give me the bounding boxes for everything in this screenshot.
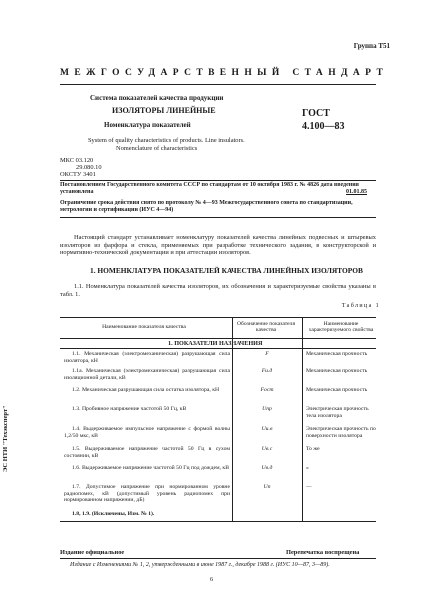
- standard-banner: МЕЖГОСУДАРСТВЕННЫЙ СТАНДАРТ: [60, 68, 389, 78]
- restriction-line2: метрологии и сертификации (ИУС 4—94): [60, 207, 174, 213]
- product-title: ИЗОЛЯТОРЫ ЛИНЕЙНЫЕ: [112, 106, 216, 115]
- table-row: 1.7. Допустимое напряжение при нормированном уровне радиопомех, кВ (допустимый уровень радиопомех при нормированном напряжении, дБ) Uп —: [64, 484, 312, 504]
- table-row: 1.1. Механическая (электромеханическая) разрушающая сила изолятора, кН F Механическая прочность: [64, 351, 368, 364]
- table-row: 1.3. Пробивное напряжение частотой 50 Гц, кВ Uпр Электрическая прочность тела изолятора: [72, 406, 369, 419]
- decree-line1: Постановлением Государственного комитета СССР по стандартам от 10 октября 1983 г. № 4826 дата введения: [60, 182, 359, 188]
- publisher-stamp: ЭС НТИ "Техэксперт": [2, 405, 9, 472]
- mks-code: МКС 03.120: [60, 157, 94, 164]
- gost-label: ГОСТ: [302, 108, 330, 119]
- reprint-forbidden: Перепечатка воспрещена: [286, 549, 360, 556]
- table-1: [60, 317, 376, 522]
- codes-rule: [60, 180, 376, 181]
- table-row: 1.6. Выдерживаемое напряжение частотой 50 Гц под дождем, кВ Uв.д »: [72, 465, 309, 471]
- table-row: 1.1а. Механическая (электромеханическая) разрушающая сила изоляционной детали, кВ Fи.д Механическая прочность: [64, 368, 368, 381]
- gost-number: 4.100—83: [302, 121, 345, 132]
- english-title-line1: System of quality characteristics of products. Line insulators.: [88, 137, 245, 144]
- header-name: Наименование показателя качества: [102, 324, 186, 330]
- header-symbol: Обозначение показателя качества: [236, 321, 296, 334]
- edition-note: Издание с Изменениями № 1, 2, утвержденными в июне 1987 г., декабре 1988 г. (ИУС 10—87, 3—89).: [70, 562, 330, 568]
- table-caption: Таблица 1: [341, 303, 380, 309]
- official-edition: Издание официальное: [60, 549, 125, 556]
- intro-date: 01.01.85: [346, 189, 367, 195]
- system-title: Система показателей качества продукции: [90, 94, 224, 102]
- decree-line2: установлена: [60, 189, 94, 195]
- mks-code-2: 29.080.10: [76, 164, 102, 171]
- section1-heading: 1. НОМЕНКЛАТУРА ПОКАЗАТЕЛЕЙ КАЧЕСТВА ЛИНЕЙНЫХ ИЗОЛЯТОРОВ: [90, 266, 363, 275]
- banner-rule: [60, 84, 376, 85]
- english-title-line2: Nomenclature of characteristics: [116, 145, 198, 152]
- intro-paragraph: Настоящий стандарт устанавливает номенклатуру показателей качества линейных подвесных и штыревых изоляторов из фарфора и стекла, применяемых при разработке технического задания, в конструкторской и нормативно-технической документации и при аттестации изоляторов.: [60, 234, 376, 257]
- nomenclature-subtitle: Номенклатура показателей: [104, 121, 191, 129]
- table-row: 1.4. Выдерживаемое импульсное напряжение с формой волны 1,2/50 мкс, кВ Uи.в Электрическая прочность по поверхности изолятора: [64, 426, 376, 439]
- header-property: Наименование характеризуемого свойства: [308, 321, 374, 334]
- okstu-code: ОКСТУ 3401: [60, 171, 96, 178]
- paragraph-1-1: 1.1. Номенклатура показателей качества изоляторов, их обозначения и характеризуемые свойства указаны в табл. 1.: [60, 283, 376, 298]
- page-number: 6: [210, 576, 214, 583]
- table-header: [60, 318, 376, 339]
- restriction-rule: [60, 217, 376, 218]
- group-code: Группа Т51: [353, 42, 390, 50]
- table-row: 1.5. Выдерживаемое напряжение частотой 50 Гц в сухом состоянии, кВ Uв.с То же: [64, 446, 320, 459]
- table-section-title: 1. ПОКАЗАТЕЛИ НАЗНАЧЕНИЯ: [60, 339, 376, 349]
- restriction-line1: Ограничение срока действия снято по протоколу № 4—93 Межгосударственного совета по стандартизации,: [60, 200, 353, 206]
- table-row: 1.8, 1.9. (Исключены, Изм. № 1).: [60, 510, 376, 522]
- footer-rule: [60, 558, 376, 559]
- table-row: 1.2. Механическая разрушающая сила остатка изолятора, кН Fост Механическая прочность: [72, 387, 368, 393]
